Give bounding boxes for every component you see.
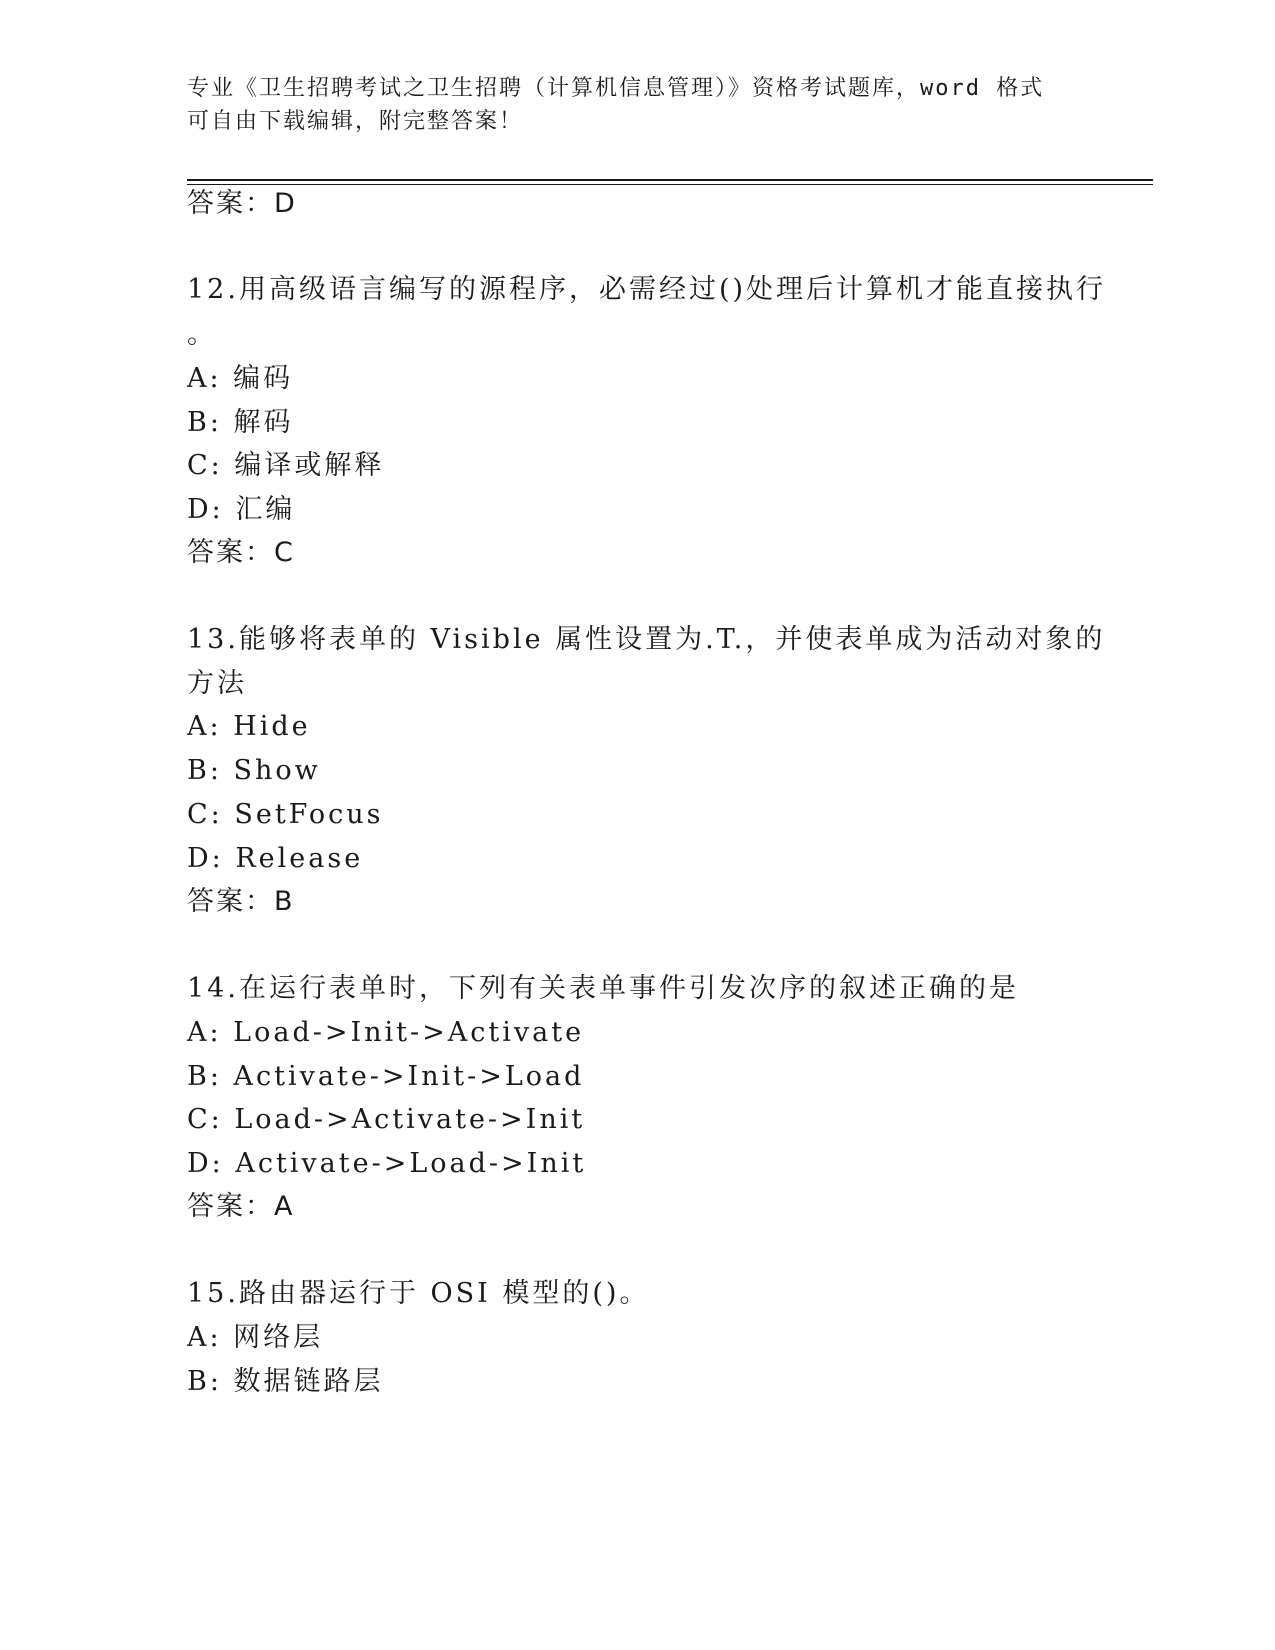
- option-d: D: Activate->Load->Init: [187, 1148, 587, 1179]
- option-a: A: Hide: [187, 711, 311, 742]
- option-b: B: Show: [187, 755, 321, 786]
- header-rule-thin: [187, 184, 1153, 185]
- option-c: C: Load->Activate->Init: [187, 1104, 586, 1135]
- header-line-1: 专业《卫生招聘考试之卫生招聘（计算机信息管理）》资格考试题库，word 格式: [187, 76, 1045, 101]
- answer: 答案：A: [187, 1191, 295, 1222]
- option-a: A: 编码: [187, 363, 294, 394]
- option-b: B: Activate->Init->Load: [187, 1061, 585, 1092]
- document-header: [187, 72, 1087, 138]
- previous-answer: 答案：D: [187, 188, 297, 219]
- question-stem: 12.用高级语言编写的源程序，必需经过()处理后计算机才能直接执行: [187, 274, 1107, 305]
- option-c: C: SetFocus: [187, 799, 384, 830]
- question-stem-continued: 方法: [187, 668, 247, 699]
- header-line-2: 可自由下载编辑，附完整答案！: [187, 109, 524, 134]
- option-b: B: 数据链路层: [187, 1366, 384, 1397]
- option-b: B: 解码: [187, 407, 294, 438]
- option-a: A: Load->Init->Activate: [187, 1017, 585, 1048]
- header-rule: [187, 179, 1153, 181]
- option-d: D: 汇编: [187, 494, 296, 525]
- question-stem: 15.路由器运行于 OSI 模型的()。: [187, 1278, 650, 1309]
- answer: 答案：B: [187, 886, 295, 917]
- option-d: D: Release: [187, 843, 364, 874]
- question-stem: 14.在运行表单时，下列有关表单事件引发次序的叙述正确的是: [187, 973, 1019, 1004]
- option-c: C: 编译或解释: [187, 450, 385, 481]
- option-a: A: 网络层: [187, 1322, 324, 1353]
- question-stem-continued: 。: [187, 319, 217, 350]
- question-stem: 13.能够将表单的 Visible 属性设置为.T.，并使表单成为活动对象的: [187, 624, 1106, 655]
- answer: 答案：C: [187, 537, 295, 568]
